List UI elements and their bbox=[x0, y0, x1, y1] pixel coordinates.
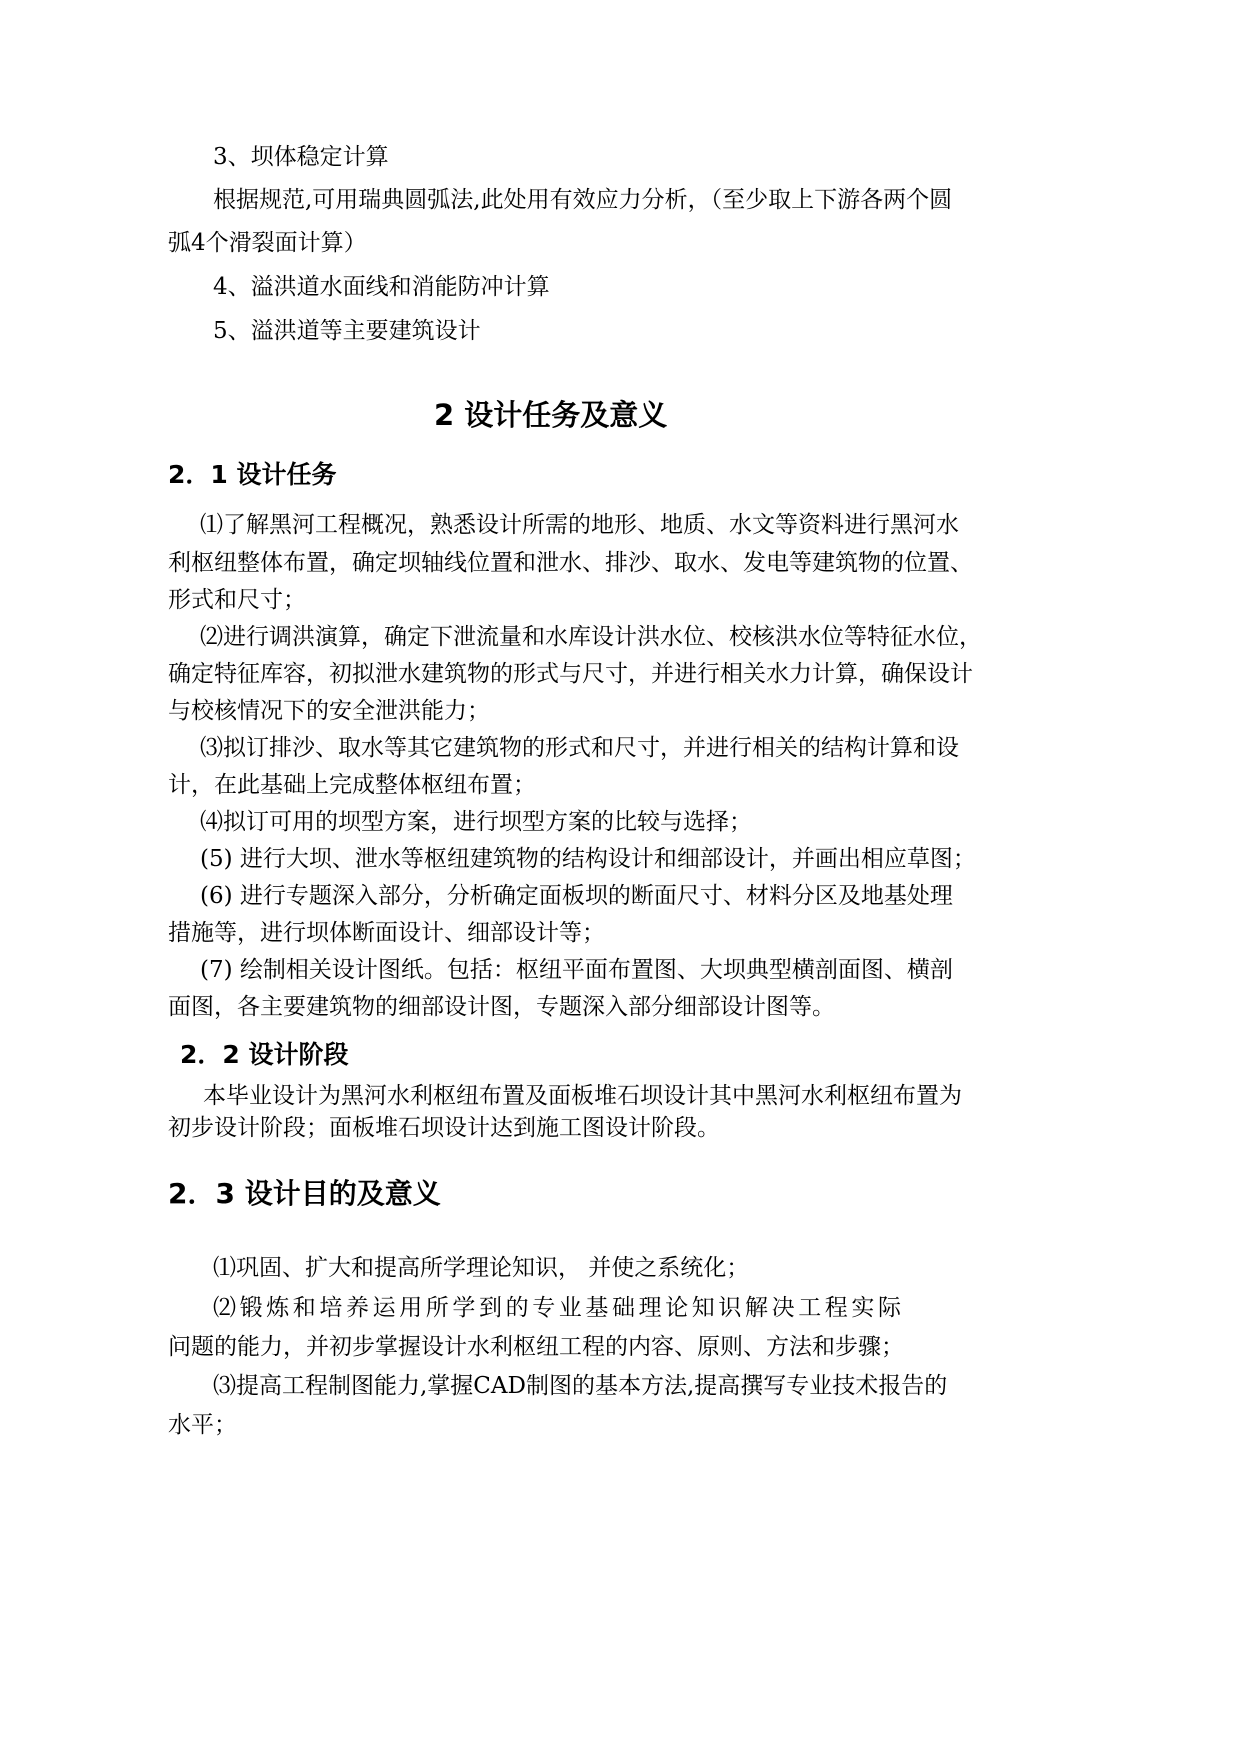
section-2-1-line: ⑵进行调洪演算，确定下泄流量和水库设计洪水位、校核洪水位等特征水位， bbox=[200, 624, 982, 650]
item-3-heading: 3、坝体稳定计算 bbox=[213, 144, 389, 170]
section-2-1-line: ⑶拟订排沙、取水等其它建筑物的形式和尺寸，并进行相关的结构计算和设 bbox=[200, 735, 959, 761]
section-2-1-line: 计，在此基础上完成整体枢纽布置； bbox=[168, 772, 536, 798]
section-2-1-heading: 2．1 设计任务 bbox=[168, 460, 337, 489]
item-3-desc-line-2: 弧4个滑裂面计算） bbox=[168, 230, 367, 256]
section-2-1-line: 利枢纽整体布置，确定坝轴线位置和泄水、排沙、取水、发电等建筑物的位置、 bbox=[168, 550, 973, 576]
section-2-2-line: 初步设计阶段；面板堆石坝设计达到施工图设计阶段。 bbox=[168, 1115, 720, 1141]
section-2-1-line: 面图，各主要建筑物的细部设计图，专题深入部分细部设计图等。 bbox=[168, 994, 835, 1020]
section-2-1-line: 与校核情况下的安全泄洪能力； bbox=[168, 698, 490, 724]
section-2-3-line: 问题的能力，并初步掌握设计水利枢纽工程的内容、原则、方法和步骤； bbox=[168, 1334, 904, 1360]
section-2-3-heading: 2．3 设计目的及意义 bbox=[168, 1177, 441, 1210]
section-2-3-line: 水平； bbox=[168, 1412, 237, 1438]
section-2-1-line: 确定特征库容，初拟泄水建筑物的形式与尺寸，并进行相关水力计算，确保设计 bbox=[168, 661, 973, 687]
section-2-2-line: 本毕业设计为黑河水利枢纽布置及面板堆石坝设计其中黑河水利枢纽布置为 bbox=[203, 1083, 962, 1109]
section-2-3-line: ⑶提高工程制图能力,掌握CAD制图的基本方法,提高撰写专业技术报告的 bbox=[213, 1373, 948, 1399]
section-2-1-line: 形式和尺寸； bbox=[168, 587, 306, 613]
section-2-1-line: (7) 绘制相关设计图纸。包括：枢纽平面布置图、大坝典型横剖面图、横剖 bbox=[200, 957, 953, 983]
section-2-1-line: (6) 进行专题深入部分，分析确定面板坝的断面尺寸、材料分区及地基处理 bbox=[200, 883, 953, 909]
item-4: 4、溢洪道水面线和消能防冲计算 bbox=[213, 274, 550, 300]
section-2-1-line: ⑷拟订可用的坝型方案，进行坝型方案的比较与选择； bbox=[200, 809, 752, 835]
section-2-1-line: ⑴了解黑河工程概况，熟悉设计所需的地形、地质、水文等资料进行黑河水 bbox=[200, 512, 959, 538]
item-5: 5、溢洪道等主要建筑设计 bbox=[213, 318, 481, 344]
section-2-2-heading: 2．2 设计阶段 bbox=[180, 1040, 349, 1069]
section-2-3-line: ⑵锻炼和培养运用所学到的专业基础理论知识解决工程实际 bbox=[213, 1295, 905, 1321]
section-2-1-line: (5) 进行大坝、泄水等枢纽建筑物的结构设计和细部设计，并画出相应草图； bbox=[200, 846, 976, 872]
item-3-desc-line-1: 根据规范,可用瑞典圆弧法,此处用有效应力分析，（至少取上下游各两个圆 bbox=[213, 187, 953, 213]
section-2-1-line: 措施等，进行坝体断面设计、细部设计等； bbox=[168, 920, 605, 946]
chapter-heading: 2 设计任务及意义 bbox=[434, 398, 668, 432]
section-2-3-line: ⑴巩固、扩大和提高所学理论知识， 并使之系统化； bbox=[213, 1255, 750, 1281]
